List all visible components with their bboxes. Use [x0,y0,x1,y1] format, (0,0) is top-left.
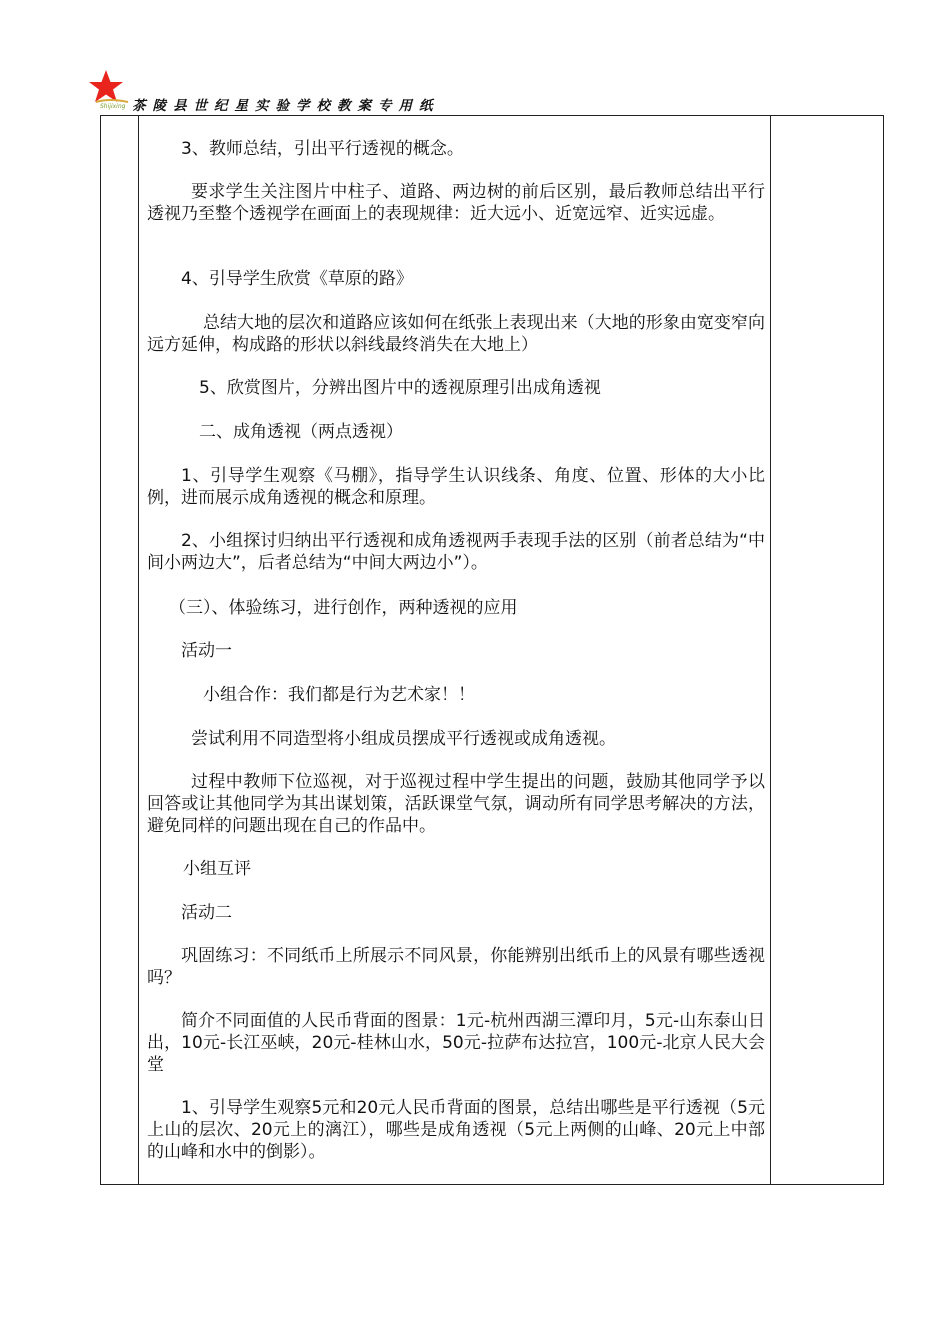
paragraph: 小组合作：我们都是行为艺术家！！ [203,685,475,705]
paragraph: 5、欣赏图片，分辨出图片中的透视原理引出成角透视 [199,378,601,398]
table-column-divider [138,116,139,1184]
section-heading: （三）、体验练习，进行创作，两种透视的应用 [169,598,518,618]
paragraph: 4、引导学生欣赏《草原的路》 [181,269,413,289]
paragraph: 小组互评 [183,859,251,879]
paragraph: 尝试利用不同造型将小组成员摆成平行透视或成角透视。 [191,729,616,749]
paragraph: 巩固练习：不同纸币上所展示不同风景，你能辨别出纸币上的风景有哪些透视吗？ [147,946,765,988]
paragraph: 总结大地的层次和道路应该如何在纸张上表现出来（大地的形象由宽变窄向远方延伸，构成路的形状以斜线最终消失在大地上） [147,313,765,355]
paragraph: 2、小组探讨归纳出平行透视和成角透视两手表现手法的区别（前者总结为“中间小两边大”，后者总结为“中间大两边小”）。 [147,531,765,573]
paragraph: 3、教师总结，引出平行透视的概念。 [181,139,464,159]
page-header [88,68,588,116]
section-heading: 二、成角透视（两点透视） [199,422,403,442]
svg-text:Shijixing: Shijixing [100,103,126,110]
paragraph: 要求学生关注图片中柱子、道路、两边树的前后区别，最后教师总结出平行透视乃至整个透视学在画面上的表现规律：近大远小、近宽远窄、近实远虚。 [147,182,765,224]
school-title: 茶陵县世纪星实验学校教案专用纸 [132,98,440,114]
paragraph: 过程中教师下位巡视，对于巡视过程中学生提出的问题，鼓励其他同学予以回答或让其他同学为其出谋划策，活跃课堂气氛，调动所有同学思考解决的方法，避免同样的问题出现在自己的作品中。 [147,772,765,836]
red-star-logo-icon [88,68,132,110]
paragraph: 1、引导学生观察《马棚》，指导学生认识线条、角度、位置、形体的大小比例，进而展示成角透视的概念和原理。 [147,466,765,508]
paragraph: 简介不同面值的人民币背面的图景：1元-杭州西湖三潭印月，5元-山东泰山日出，10元-长江巫峡，20元-桂林山水，50元-拉萨布达拉宫，100元-北京人民大会堂 [147,1011,765,1075]
paragraph: 1、引导学生观察5元和20元人民币背面的图景，总结出哪些是平行透视（5元上山的层次、20元上的漓江），哪些是成角透视（5元上两侧的山峰、20元上中部的山峰和水中的倒影）。 [147,1098,765,1162]
paragraph: 活动一 [181,641,232,661]
paragraph: 活动二 [181,903,232,923]
